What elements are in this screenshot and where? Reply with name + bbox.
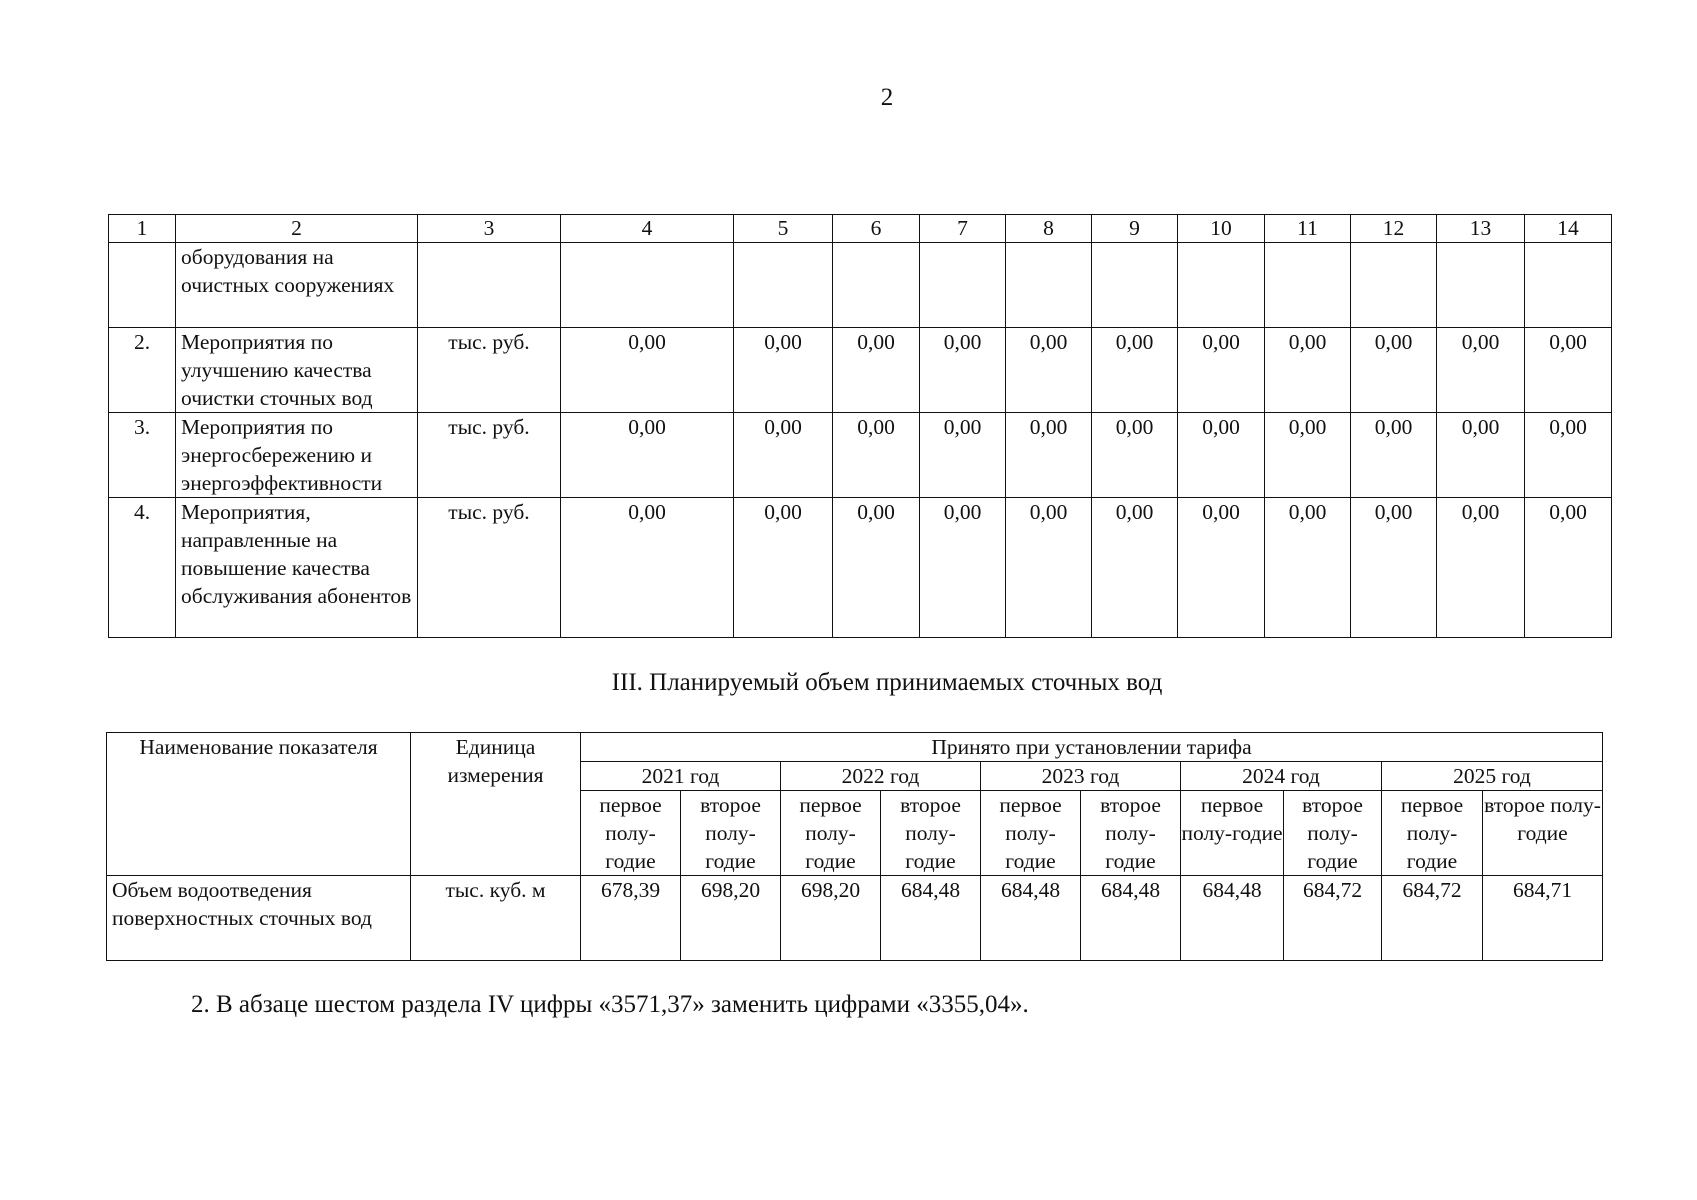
table-row [109,498,1612,638]
header-cell: 11 [1265,215,1351,243]
header-cell: 3 [418,215,561,243]
header-cell: 4 [561,215,734,243]
table-header-row [107,733,1603,762]
half-year-header: второе полу-годие [881,791,981,876]
value-cell: 0,00 [561,498,734,638]
value-cell: 0,00 [1437,498,1525,638]
header-cell: 2 [176,215,418,243]
amendment-paragraph: 2. В абзаце шестом раздела IV цифры «3571,37» заменить цифрами «3355,04». [191,991,1029,1018]
row-number: 3. [109,413,176,498]
row-unit: тыс. руб. [418,328,561,413]
value-cell: 0,00 [1006,328,1092,413]
header-cell: 13 [1437,215,1525,243]
year-header: 2023 год [981,762,1181,791]
header-cell: 7 [920,215,1006,243]
half-year-header: первое полу-годие [1181,791,1284,876]
value-cell [1006,243,1092,328]
value-cell: 0,00 [833,328,920,413]
value-cell: 0,00 [833,498,920,638]
header-cell: 10 [1178,215,1265,243]
value-cell: 0,00 [1265,498,1351,638]
value-cell: 0,00 [920,413,1006,498]
row-number: 4. [109,498,176,638]
header-cell: 14 [1525,215,1612,243]
header-cell: 12 [1351,215,1437,243]
value-cell: 0,00 [920,328,1006,413]
value-cell [1178,243,1265,328]
row-unit [418,243,561,328]
value-cell: 0,00 [1092,498,1178,638]
value-cell: 0,00 [1178,498,1265,638]
value-cell: 0,00 [1265,328,1351,413]
year-header: 2024 год [1181,762,1382,791]
value-cell [1265,243,1351,328]
wastewater-volume-table [106,732,1603,961]
value-cell: 684,48 [1081,876,1181,961]
table-header-row [109,215,1612,243]
row-unit: тыс. куб. м [411,876,581,961]
value-cell: 0,00 [833,413,920,498]
value-cell: 0,00 [1351,328,1437,413]
value-cell: 0,00 [1006,413,1092,498]
value-cell: 684,72 [1382,876,1483,961]
year-header: 2021 год [581,762,781,791]
half-year-header: второе полу-годие [1284,791,1382,876]
value-cell: 678,39 [581,876,681,961]
row-name: оборудования на очистных сооружениях [176,243,418,328]
value-cell: 0,00 [1437,413,1525,498]
value-cell: 0,00 [1178,413,1265,498]
row-number: 2. [109,328,176,413]
table-row [107,876,1603,961]
row-name: Мероприятия, направленные на повышение качества обслуживания абонентов [176,498,418,638]
value-cell: 684,48 [981,876,1081,961]
value-cell: 0,00 [734,498,833,638]
half-year-header: второе полу-годие [1081,791,1181,876]
value-cell: 0,00 [1525,498,1612,638]
row-name: Мероприятия по энергосбережению и энергоэффективности [176,413,418,498]
header-cell: 1 [109,215,176,243]
value-cell: 0,00 [1525,328,1612,413]
value-cell: 0,00 [561,413,734,498]
header-cell: 6 [833,215,920,243]
value-cell: 0,00 [1265,413,1351,498]
value-cell [561,243,734,328]
half-year-header: первое полу-годие [581,791,681,876]
unit-header: Единица измерения [411,733,581,876]
row-number [109,243,176,328]
row-unit: тыс. руб. [418,413,561,498]
half-year-header: второе полу-годие [1483,791,1603,876]
measures-table [108,214,1612,638]
value-cell: 684,72 [1284,876,1382,961]
page-number: 2 [880,84,894,111]
header-cell: 9 [1092,215,1178,243]
year-header: 2022 год [781,762,981,791]
value-cell: 0,00 [1351,498,1437,638]
table-row [109,413,1612,498]
half-year-header: первое полу-годие [981,791,1081,876]
value-cell [1351,243,1437,328]
year-header: 2025 год [1382,762,1603,791]
half-year-header: первое полу-годие [781,791,881,876]
value-cell: 698,20 [781,876,881,961]
value-cell: 0,00 [1006,498,1092,638]
tariff-group-header: Принято при установлении тарифа [581,733,1603,762]
table-row [109,328,1612,413]
value-cell: 0,00 [561,328,734,413]
table-row [109,243,1612,328]
header-cell: 8 [1006,215,1092,243]
row-name: Мероприятия по улучшению качества очистки сточных вод [176,328,418,413]
row-unit: тыс. руб. [418,498,561,638]
value-cell: 0,00 [1525,413,1612,498]
half-year-header: первое полу-годие [1382,791,1483,876]
value-cell: 684,48 [1181,876,1284,961]
value-cell: 0,00 [1092,413,1178,498]
half-year-header: второе полу-годие [681,791,781,876]
value-cell: 698,20 [681,876,781,961]
value-cell [1092,243,1178,328]
row-name: Объем водоотведения поверхностных сточных вод [107,876,411,961]
section-title: III. Планируемый объем принимаемых сточных вод [611,669,1163,696]
value-cell [833,243,920,328]
value-cell: 684,71 [1483,876,1603,961]
value-cell: 0,00 [1437,328,1525,413]
value-cell [920,243,1006,328]
header-cell: 5 [734,215,833,243]
value-cell: 0,00 [734,328,833,413]
value-cell [1525,243,1612,328]
value-cell: 0,00 [920,498,1006,638]
value-cell: 0,00 [1092,328,1178,413]
value-cell [1437,243,1525,328]
indicator-name-header: Наименование показателя [107,733,411,876]
value-cell: 0,00 [734,413,833,498]
value-cell: 0,00 [1178,328,1265,413]
value-cell: 0,00 [1351,413,1437,498]
value-cell: 684,48 [881,876,981,961]
value-cell [734,243,833,328]
